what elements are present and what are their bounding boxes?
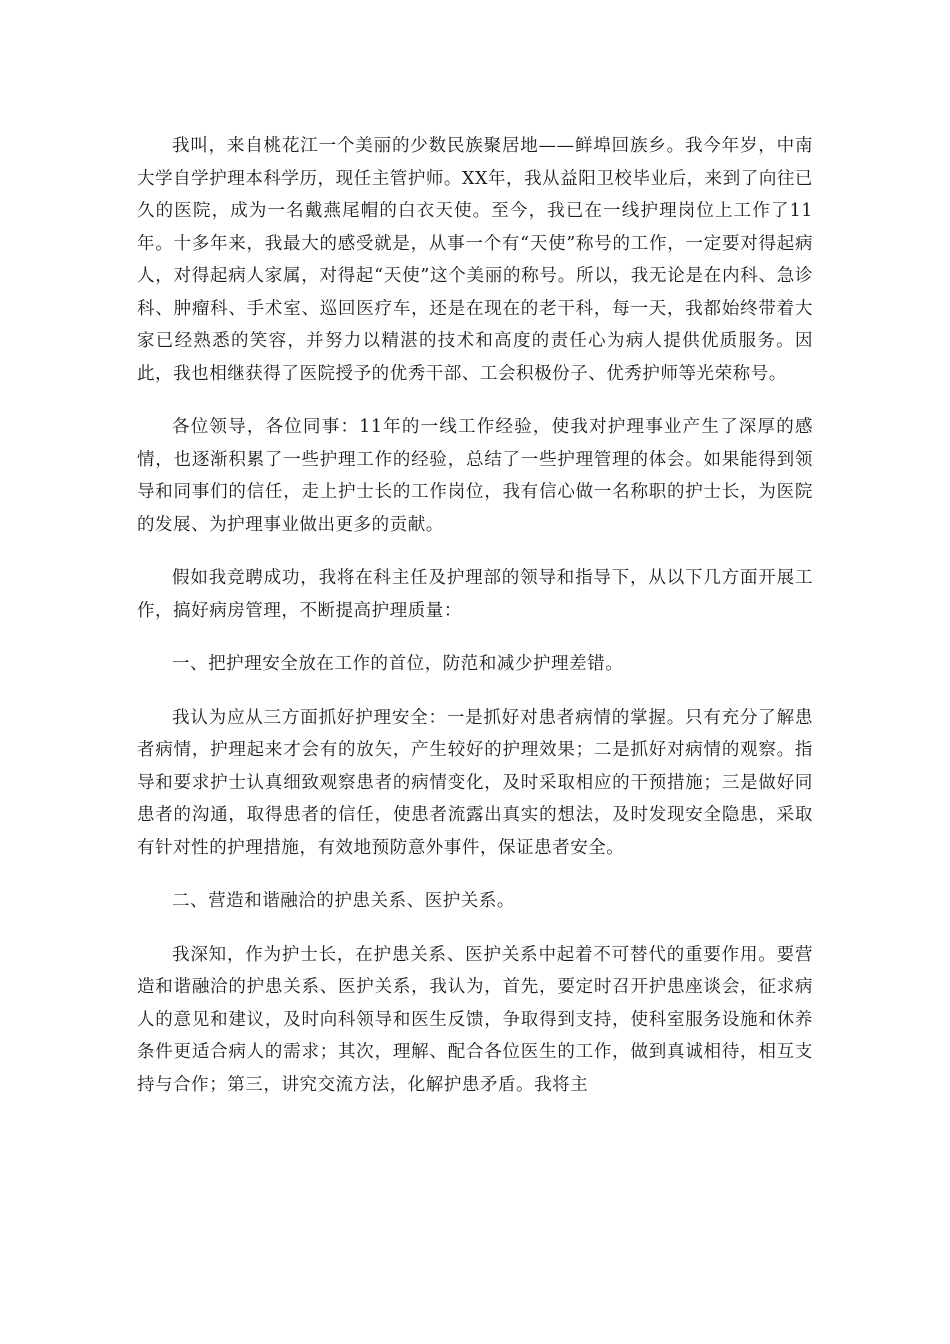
paragraph-greeting-experience: 各位领导，各位同事：11年的一线工作经验，使我对护理事业产生了深厚的感情，也逐渐积累了一些护理工作的经验，总结了一些护理管理的体会。如果能得到领导和同事们的信任，走上护士长的工作岗位，我有信心做一名称职的护士长，为医院的发展、为护理事业做出更多的贡献。 bbox=[137, 417, 813, 535]
document-body bbox=[137, 130, 813, 1122]
heading-point-one: 一、把护理安全放在工作的首位，防范和减少护理差错。 bbox=[172, 654, 624, 674]
heading-point-two: 二、营造和谐融洽的护患关系、医护关系。 bbox=[172, 891, 515, 911]
paragraph-relations: 我深知，作为护士长，在护患关系、医护关系中起着不可替代的重要作用。要营造和谐融洽的护患关系、医护关系，我认为，首先，要定时召开护患座谈会，征求病人的意见和建议，及时向科领导和医生反馈，争取得到支持，使科室服务设施和休养条件更适合病人的需求；其次，理解、配合各位医生的工作，做到真诚相待，相互支持与合作；第三，讲究交流方法，化解护患矛盾。我将主 bbox=[137, 944, 813, 1095]
paragraph-safety-measures: 我认为应从三方面抓好护理安全：一是抓好对患者病情的掌握。只有充分了解患者病情，护理起来才会有的放矢，产生较好的护理效果；二是抓好对病情的观察。指导和要求护士认真细致观察患者的病情变化，及时采取相应的干预措施；三是做好同患者的沟通，取得患者的信任，使患者流露出真实的想法，及时发现安全隐患，采取有针对性的护理措施，有效地预防意外事件，保证患者安全。 bbox=[137, 707, 813, 858]
paragraph-self-introduction: 我叫，来自桃花江一个美丽的少数民族聚居地——鲜埠回族乡。我今年岁，中南大学自学护理本科学历，现任主管护师。XX年，我从益阳卫校毕业后，来到了向往已久的医院，成为一名戴燕尾帽的白衣天使。至今，我已在一线护理岗位上工作了11年。十多年来，我最大的感受就是，从事一个有“天使”称号的工作，一定要对得起病人，对得起病人家属，对得起“天使”这个美丽的称号。所以，我无论是在内科、急诊科、肿瘤科、手术室、巡回医疗车，还是在现在的老干科，每一天，我都始终带着大家已经熟悉的笑容，并努力以精湛的技术和高度的责任心为病人提供优质服务。因此，我也相继获得了医院授予的优秀干部、工会积极份子、优秀护师等光荣称号。 bbox=[137, 136, 813, 384]
paragraph-work-plan-intro: 假如我竞聘成功，我将在科主任及护理部的领导和指导下，从以下几方面开展工作，搞好病房管理，不断提高护理质量： bbox=[137, 568, 813, 621]
